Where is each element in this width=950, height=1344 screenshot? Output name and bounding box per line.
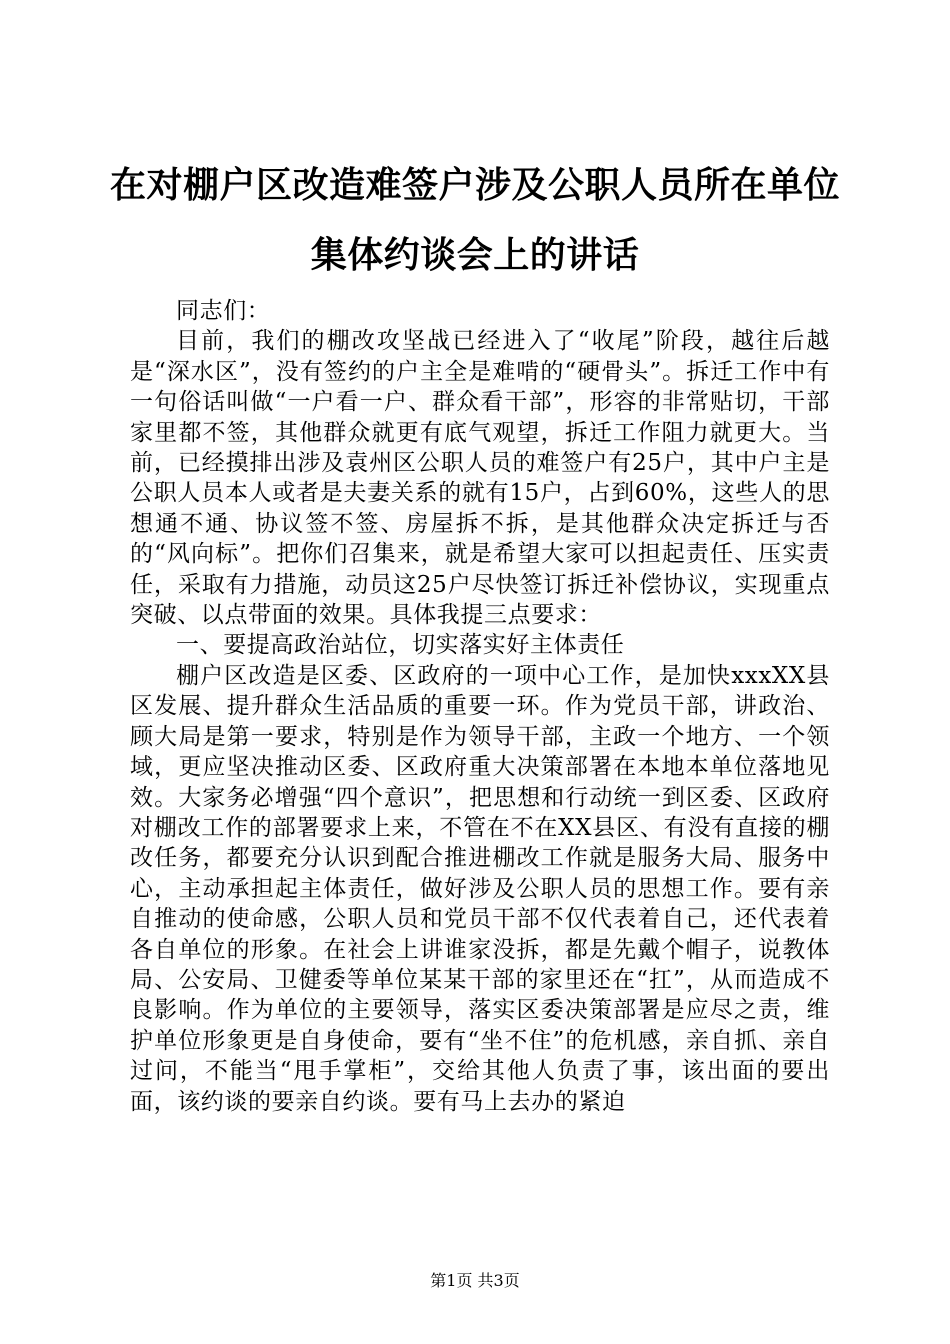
salutation: 同志们：: [176, 298, 271, 324]
paragraph-section-1: 棚户区改造是区委、区政府的一项中心工作，是加快xxxXX县区发展、提升群众生活品质的重要一环。作为党员干部，讲政治、顾大局是第一要求，特别是作为领导干部，主政一个地方、一个领域，更应坚决推动区委、区政府重大决策部署在本地本单位落地见效。大家务必增强“四个意识”，把思想和行动统一到区委、区政府对棚改工作的部署要求上来，不管在不在XX县区、有没有直接的棚改任务，都要充分认识到配合推进棚改工作就是服务大局、服务中心，主动承担起主体责任，做好涉及公职人员的思想工作。要有亲自推动的使命感，公职人员和党员干部不仅代表着自己，还代表着各自单位的形象。在社会上讲谁家没拆，都是先戴个帽子，说教体局、公安局、卫健委等单位某某干部的家里还在“扛”，从而造成不良影响。作为单位的主要领导，落实区委决策部署是应尽之责，维护单位形象更是自身使命，要有“坐不住”的危机感，亲自抓、亲自过问，不能当“甩手掌柜”，交给其他人负责了事，该出面的要出面，该约谈的要亲自约谈。要有马上去办的紧迫: [130, 662, 830, 1115]
document-body: [130, 296, 830, 1117]
page-footer: 第1页 共3页: [430, 1271, 520, 1290]
document-title-line-1: 在对棚户区改造难签户涉及公职人员所在单位: [109, 164, 840, 206]
document-title-line-2: 集体约谈会上的讲话: [310, 234, 640, 276]
paragraph-intro: 目前，我们的棚改攻坚战已经进入了“收尾”阶段，越往后越是“深水区”，没有签约的户主全是难啃的“硬骨头”。拆迁工作中有一句俗话叫做“一户看一户、群众看干部”，形容的非常贴切，干部家里都不签，其他群众就更有底气观望，拆迁工作阻力就更大。当前，已经摸排出涉及袁州区公职人员的难签户有25户，其中户主是公职人员本人或者是夫妻关系的就有15户，占到60%，这些人的思想通不通、协议签不签、房屋拆不拆，是其他群众决定拆迁与否的“风向标”。把你们召集来，就是希望大家可以担起责任、压实责任，采取有力措施，动员这25户尽快签订拆迁补偿协议，实现重点突破、以点带面的效果。具体我提三点要求：: [130, 328, 830, 629]
section-heading-1: 一、要提高政治站位，切实落实好主体责任: [176, 632, 625, 659]
